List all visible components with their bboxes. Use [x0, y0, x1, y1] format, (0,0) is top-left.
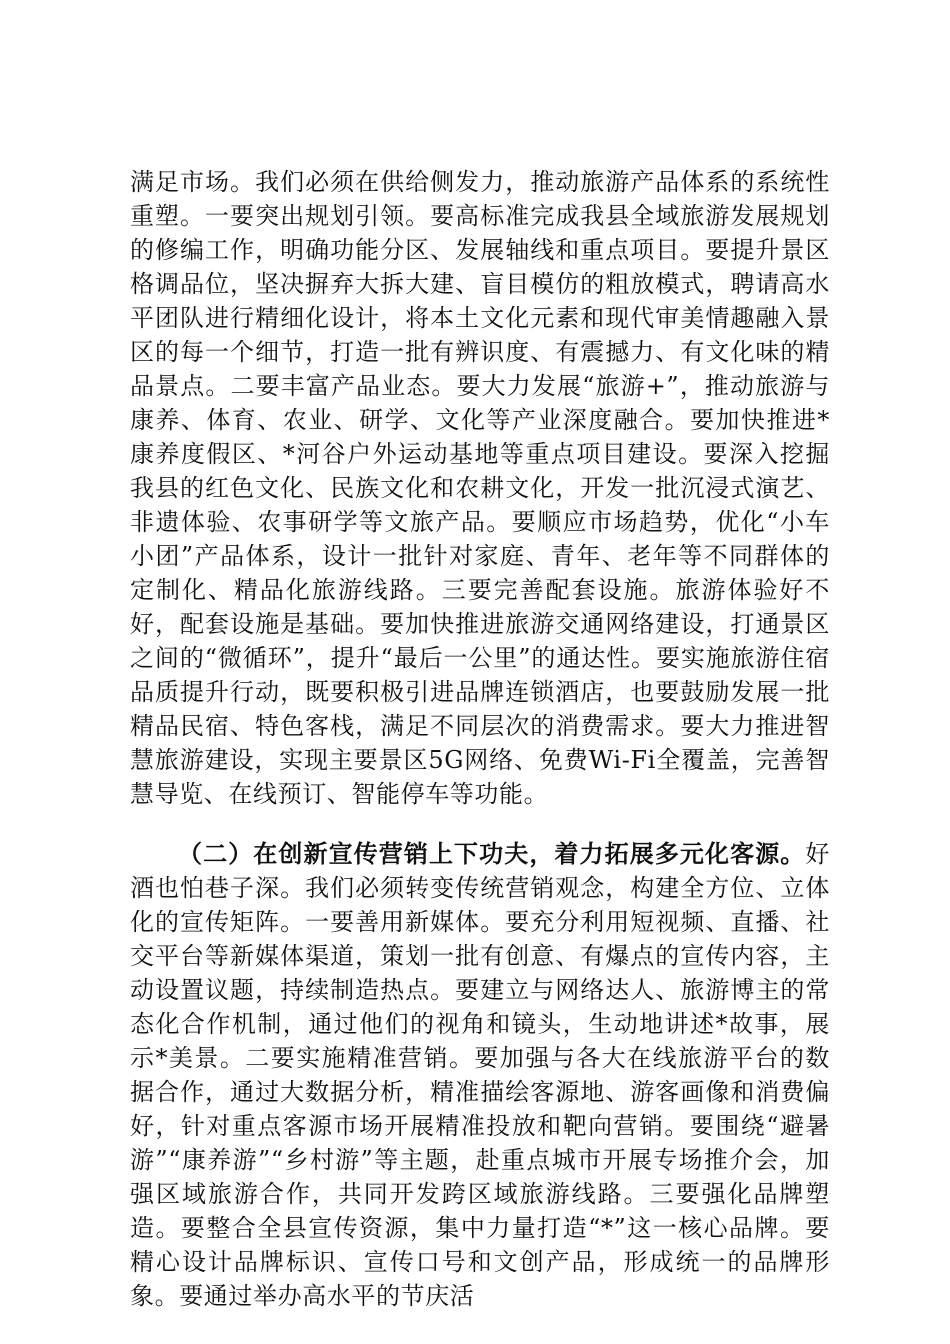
section-heading: （二）在创新宣传营销上下功夫，着力拓展多元化客源。	[178, 840, 806, 868]
section-paragraph	[130, 837, 830, 1313]
section-body-text: 好酒也怕巷子深。我们必须转变传统营销观念，构建全方位、立体化的宣传矩阵。一要善用新媒体。要充分利用短视频、直播、社交平台等新媒体渠道，策划一批有创意、有爆点的宣传内容，主动设置议题，持续制造热点。要建立与网络达人、旅游博主的常态化合作机制，通过他们的视角和镜头，生动地讲述*故事，展示*美景。二要实施精准营销。要加强与各大在线旅游平台的数据合作，通过大数据分析，精准描绘客源地、游客画像和消费偏好，针对重点客源市场开展精准投放和靶向营销。要围绕“避暑游”“康养游”“乡村游”等主题，赴重点城市开展专场推介会，加强区域旅游合作，共同开发跨区域旅游线路。三要强化品牌塑造。要整合全县宣传资源，集中力量打造“*”这一核心品牌。要精心设计品牌标识、宣传口号和文创产品，形成统一的品牌形象。要通过举办高水平的节庆活	[130, 840, 830, 1310]
body-paragraph: 满足市场。我们必须在供给侧发力，推动旅游产品体系的系统性重塑。一要突出规划引领。要高标准完成我县全域旅游发展规划的修编工作，明确功能分区、发展轴线和重点项目。要提升景区格调品位，坚决摒弃大拆大建、盲目模仿的粗放模式，聘请高水平团队进行精细化设计，将本土文化元素和现代审美情趣融入景区的每一个细节，打造一批有辨识度、有震撼力、有文化味的精品景点。二要丰富产品业态。要大力发展“旅游+”，推动旅游与康养、体育、农业、研学、文化等产业深度融合。要加快推进*康养度假区、*河谷户外运动基地等重点项目建设。要深入挖掘我县的红色文化、民族文化和农耕文化，开发一批沉浸式演艺、非遗体验、农事研学等文旅产品。要顺应市场趋势，优化“小车小团”产品体系，设计一批针对家庭、青年、老年等不同群体的定制化、精品化旅游线路。三要完善配套设施。旅游体验好不好，配套设施是基础。要加快推进旅游交通网络建设，打通景区之间的“微循环”，提升“最后一公里”的通达性。要实施旅游住宿品质提升行动，既要积极引进品牌连锁酒店，也要鼓励发展一批精品民宿、特色客栈，满足不同层次的消费需求。要大力推进智慧旅游建设，实现主要景区5G网络、免费Wi-Fi全覆盖，完善智慧导览、在线预订、智能停车等功能。	[130, 168, 830, 808]
document-page	[130, 165, 830, 1313]
